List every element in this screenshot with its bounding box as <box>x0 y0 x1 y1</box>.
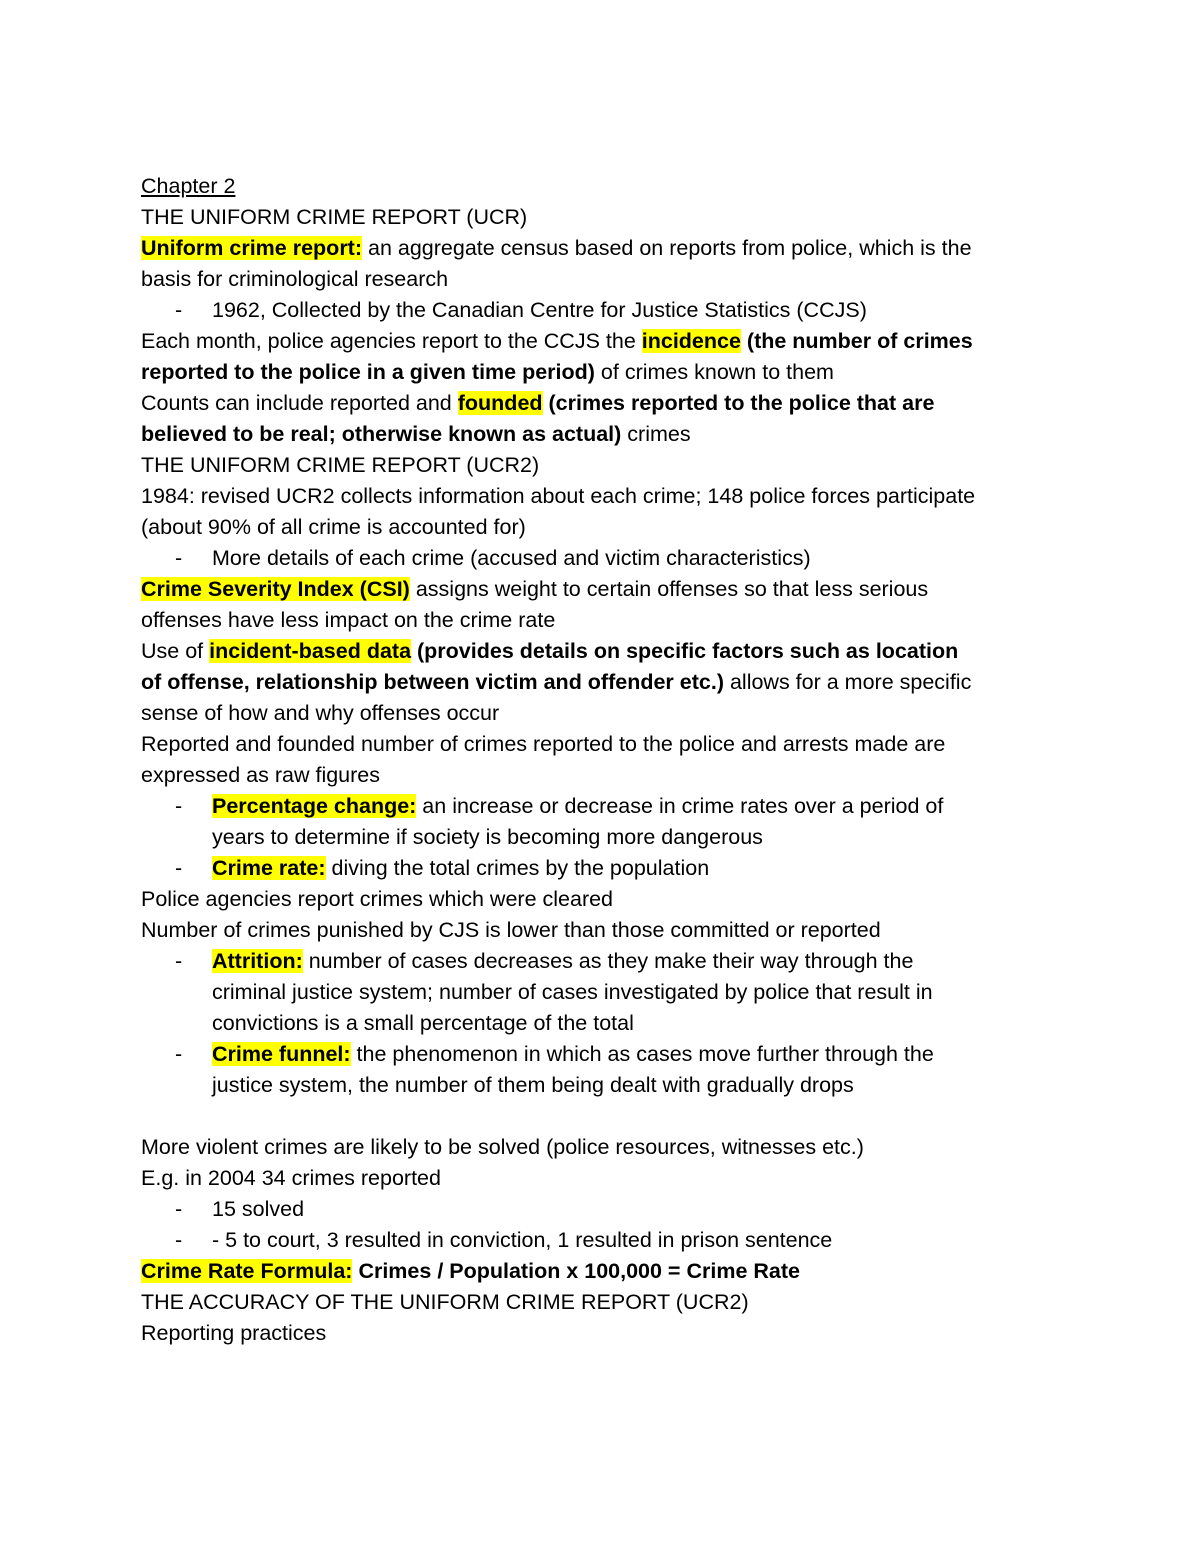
term-incidence: incidence <box>641 329 741 353</box>
term-percentage-change: Percentage change: <box>212 794 417 818</box>
body-text: Each month, police agencies report to the CCJS the <box>141 329 642 353</box>
paragraph-incident-based-data <box>141 636 1071 729</box>
definition-text: basis for criminological research <box>141 267 449 291</box>
definition-text: an aggregate census based on reports from police, which is the <box>362 236 972 260</box>
list-item <box>141 543 1071 574</box>
list-item <box>141 295 1071 326</box>
term-crime-severity-index: Crime Severity Index (CSI) <box>141 577 410 601</box>
bullet-dash: - <box>175 1228 183 1252</box>
paragraph-uniform-crime-report <box>141 233 1071 295</box>
document-body <box>141 171 1071 1349</box>
body-text: (about 90% of all crime is accounted for) <box>141 515 526 539</box>
body-text: of crimes known to them <box>594 360 834 384</box>
bullet-dash: - <box>175 794 183 818</box>
list-item-text: 1962, Collected by the Canadian Centre for Justice Statistics (CCJS) <box>212 298 867 322</box>
body-text: Police agencies report crimes which were cleared <box>141 887 614 911</box>
paragraph-csi <box>141 574 1071 636</box>
list-item-text: More details of each crime (accused and victim characteristics) <box>212 546 811 570</box>
list-item-text: criminal justice system; number of cases investigated by police that result in <box>212 980 933 1004</box>
term-crime-funnel: Crime funnel: <box>212 1042 351 1066</box>
definition-text: assigns weight to certain offenses so that less serious <box>409 577 929 601</box>
body-text: crimes <box>621 422 691 446</box>
body-text: Use of <box>141 639 210 663</box>
definition-text: offenses have less impact on the crime rate <box>141 608 556 632</box>
list-item <box>141 791 1071 853</box>
list-item-text: justice system, the number of them being dealt with gradually drops <box>212 1073 854 1097</box>
paragraph-ucr2-revision <box>141 481 1071 543</box>
body-text: allows for a more specific <box>723 670 972 694</box>
body-text: Reported and founded number of crimes reported to the police and arrests made are <box>141 732 946 756</box>
list-item-text: the phenomenon in which as cases move further through the <box>350 1042 934 1066</box>
definition-text: (provides details on specific factors such as location <box>411 639 959 663</box>
heading-ucr2: THE UNIFORM CRIME REPORT (UCR2) <box>141 453 540 477</box>
list-item-text: - 5 to court, 3 resulted in conviction, 1 resulted in prison sentence <box>212 1228 833 1252</box>
term-founded: founded <box>457 391 543 415</box>
body-text: E.g. in 2004 34 crimes reported <box>141 1166 441 1190</box>
list-item-text: number of cases decreases as they make their way through the <box>302 949 914 973</box>
heading-ucr: THE UNIFORM CRIME REPORT (UCR) <box>141 205 528 229</box>
heading-accuracy: THE ACCURACY OF THE UNIFORM CRIME REPORT (UCR2) <box>141 1290 749 1314</box>
definition-text: (crimes reported to the police that are <box>542 391 935 415</box>
bullet-dash: - <box>175 1042 183 1066</box>
list-item-text: convictions is a small percentage of the total <box>212 1011 634 1035</box>
definition-text: of offense, relationship between victim and offender etc.) <box>141 670 724 694</box>
chapter-title: Chapter 2 <box>141 174 236 198</box>
bullet-dash: - <box>175 546 183 570</box>
term-uniform-crime-report: Uniform crime report: <box>141 236 363 260</box>
body-text: sense of how and why offenses occur <box>141 701 500 725</box>
paragraph-founded <box>141 388 1071 450</box>
definition-text: believed to be real; otherwise known as actual) <box>141 422 622 446</box>
paragraph-raw-figures <box>141 729 1071 791</box>
list-item-text: 15 solved <box>212 1197 305 1221</box>
body-text: 1984: revised UCR2 collects information about each crime; 148 police forces participate <box>141 484 976 508</box>
definition-text: reported to the police in a given time period) <box>141 360 595 384</box>
body-text: Reporting practices <box>141 1321 327 1345</box>
body-text: expressed as raw figures <box>141 763 380 787</box>
list-item-text: diving the total crimes by the population <box>325 856 710 880</box>
paragraph-incidence <box>141 326 1071 388</box>
term-crime-rate-formula: Crime Rate Formula: <box>141 1259 353 1283</box>
bullet-dash: - <box>175 856 183 880</box>
bullet-dash: - <box>175 298 183 322</box>
list-item <box>141 946 1071 1039</box>
body-text: Number of crimes punished by CJS is lower than those committed or reported <box>141 918 881 942</box>
list-item <box>141 1194 1071 1225</box>
definition-text: (the number of crimes <box>740 329 973 353</box>
term-attrition: Attrition: <box>212 949 303 973</box>
bullet-dash: - <box>175 1197 183 1221</box>
body-text: Counts can include reported and <box>141 391 458 415</box>
list-item-text: years to determine if society is becoming more dangerous <box>212 825 763 849</box>
blank-line <box>141 1101 1071 1132</box>
list-item <box>141 1225 1071 1256</box>
list-item <box>141 853 1071 884</box>
list-item <box>141 1039 1071 1101</box>
bullet-dash: - <box>175 949 183 973</box>
list-item-text: an increase or decrease in crime rates over a period of <box>416 794 944 818</box>
formula-text: Crimes / Population x 100,000 = Crime Rate <box>352 1259 800 1283</box>
term-incident-based-data: incident-based data <box>209 639 412 663</box>
term-crime-rate: Crime rate: <box>212 856 326 880</box>
body-text: More violent crimes are likely to be solved (police resources, witnesses etc.) <box>141 1135 864 1159</box>
